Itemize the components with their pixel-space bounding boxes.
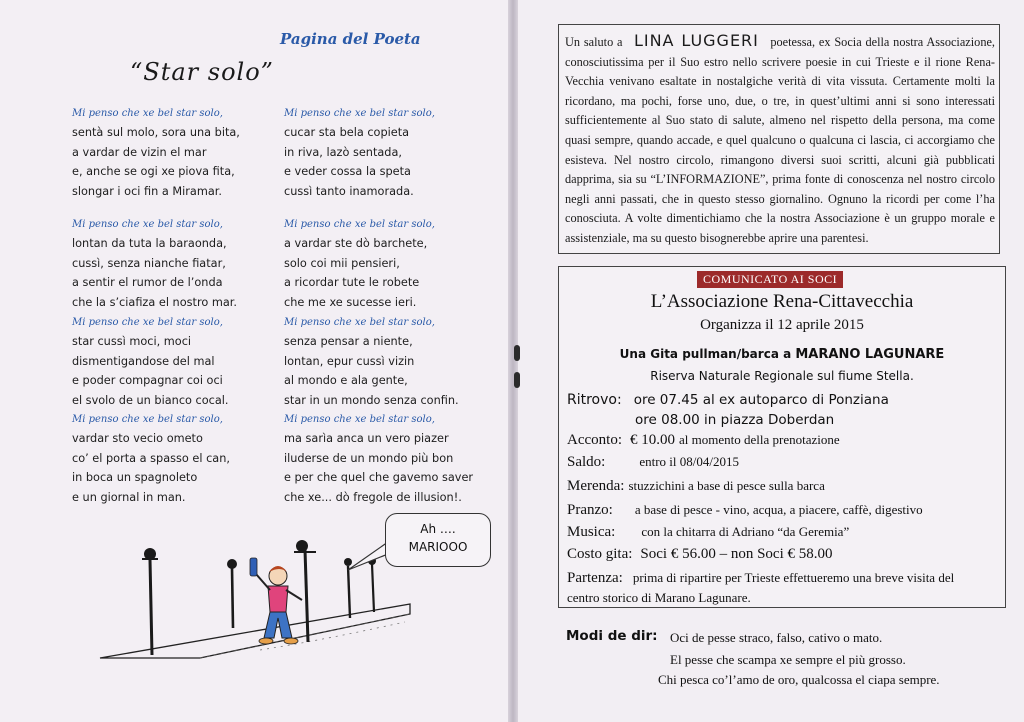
stanza-line: slongar i oci fin a Miramar. — [72, 184, 222, 198]
tribute-line: “L’INFORMAZIONE”, prima fonte di conoscenza nel nostro circolo negli — [565, 172, 995, 206]
partenza-row — [567, 569, 954, 587]
poem-title: “Star solo” — [130, 58, 274, 86]
stanza-line: ma sarìa anca un vero piazer — [284, 432, 449, 445]
acconto-amount: € 10.00 — [629, 432, 675, 448]
stanza-line: che me xe sucesse ieri. — [284, 295, 417, 309]
stanza-line: star cussì moci, moci — [72, 335, 192, 348]
acconto-row — [567, 431, 840, 449]
partenza-label: Partenza: — [567, 570, 623, 586]
stanza-refrain: Mi penso che xe bel star solo, — [72, 414, 223, 425]
stanza-line: star in un mondo senza confin. — [284, 393, 459, 407]
stanza-line: in boca un spagnoleto — [72, 471, 198, 484]
tribute-line: quest’ultimi anni si sono interessati sufficientemente al Suo stato di salute, — [565, 93, 996, 128]
stanza-line: sentà sul molo, sora una bita, — [72, 126, 240, 139]
saying-line: Chi pesca co’l’amo de oro, qualcossa el ciapa sempre. — [658, 672, 940, 687]
stanza-line: iluderse de un mondo più bon — [284, 451, 454, 465]
costo-value: Soci € 56.00 – non Soci € 58.00 — [640, 546, 833, 562]
tribute-line: conosciuta. A volte dimentichiamo che la nostra Associazione è un gruppo — [565, 211, 947, 226]
sayings-label: Modi de dir: — [566, 628, 658, 644]
stanza-refrain: Mi penso che xe bel star solo, — [72, 219, 223, 230]
tribute-line: Trieste e il rione Rena-Vecchia venivano esaltate in nostalgiche verità di vita — [565, 54, 995, 89]
street-lamp — [227, 559, 237, 628]
stanza-line: vardar sto vecio ometo — [72, 432, 203, 445]
stanza — [72, 315, 229, 410]
stanza-line: dismentigandose del mal — [72, 354, 215, 368]
stanza-line: cussì tanto inamorada. — [284, 184, 414, 198]
saldo-value: entro il 08/04/2015 — [639, 454, 740, 469]
stanza-line: al mondo e ala gente, — [284, 374, 408, 387]
stanza-line: cussì, senza nianche fiatar, — [72, 256, 226, 270]
tribute-line: morale e assistenziale, ma su questo bisognerebbe aprire una parentesi. — [565, 211, 995, 245]
costo-row — [567, 545, 833, 563]
notice-date: Organizza il 12 aprile 2015 — [700, 317, 864, 333]
stanza-line: e veder cossa la speta — [284, 165, 411, 178]
street-lamp — [368, 557, 376, 612]
pranzo-row — [567, 501, 923, 519]
stanza — [284, 315, 459, 410]
stanza-line: lontan da tuta la baraonda, — [72, 237, 227, 250]
page-header: Pagina del Poeta — [280, 30, 421, 48]
tribute-name: LINA LUGGERI — [633, 31, 759, 50]
stanza-line: in riva, lazò sentada, — [284, 145, 402, 159]
notice-reserve: Riserva Naturale Regionale sul fiume Stella. — [650, 369, 914, 383]
tribute-line: vissuta. Certamente molti la ricordano, ma pochi, forse uno, due, o tre, in — [565, 74, 996, 108]
partenza-value: centro storico di Marano Lagunare. — [567, 590, 751, 605]
street-lamp — [344, 558, 352, 618]
tribute-box — [558, 24, 1000, 254]
stanza — [72, 412, 230, 507]
stanza-line: e poder compagnar coi oci — [72, 374, 223, 387]
stanza-line: solo coi mii pensieri, — [284, 256, 400, 270]
tribute-line: Associazione, conosciutissima per il Suo estro nello scrivere poesie in cui — [565, 35, 996, 69]
stanza-line: che xe... dò fregole de illusion!. — [284, 490, 462, 504]
trip-destination: MARANO LAGUNARE — [795, 347, 945, 362]
tribute-line: quel qualcuno o qualcuna ci lascia, ci accorgiamo che esisteva. Nel nostro — [565, 132, 995, 167]
speech-line: Ah …. — [420, 522, 456, 536]
saying-line: Oci de pesse straco, falso, cativo o mato. — [670, 630, 883, 645]
partenza-value: prima di ripartire per Trieste effettueremo una breve visita del — [632, 570, 955, 585]
tribute-intro: Un saluto a — [565, 35, 623, 49]
stanza-refrain: Mi penso che xe bel star solo, — [72, 317, 223, 328]
tribute-line: poetessa, ex Socia della nostra — [770, 35, 924, 49]
stanza — [72, 106, 240, 201]
tribute-line: circolo, rimangono diversi suoi scritti, alcuni già pubblicati dapprima, sia su — [565, 152, 995, 187]
staple — [514, 345, 520, 361]
tribute-line: anni passati, che in questo stesso giornalino. Ognuno la ricordi per come l’ha — [594, 191, 996, 206]
ritrovo-label: Ritrovo: — [567, 392, 622, 408]
costo-label: Costo gita: — [567, 546, 633, 562]
trip-prefix: Una Gita pullman/barca a — [619, 347, 792, 361]
notice-association: L’Associazione Rena-Cittavecchia — [650, 291, 914, 312]
stanza-line: e, anche se ogi xe piova fita, — [72, 165, 235, 178]
stanza-line: a vardar de vizin el mar — [72, 145, 207, 159]
ritrovo-row — [567, 391, 889, 409]
pranzo-value: a base di pesce - vino, acqua, a piacere, caffè, digestivo — [634, 502, 923, 517]
stanza-refrain: Mi penso che xe bel star solo, — [284, 108, 435, 119]
merenda-row — [567, 477, 825, 495]
stanza-line: e per che quel che gavemo saver — [284, 471, 474, 484]
speech-line: MARIOOO — [408, 540, 468, 554]
musica-value: con la chitarra di Adriano “da Geremia” — [641, 524, 850, 539]
stanza-line: co’ el porta a spasso el can, — [72, 451, 230, 465]
saldo-label: Saldo: — [567, 454, 606, 470]
stanza — [284, 412, 473, 507]
stanza — [72, 217, 237, 312]
tribute-text — [565, 31, 995, 249]
merenda-label: Merenda: — [567, 478, 625, 494]
ritrovo-value: ore 08.00 in piazza Doberdan — [635, 412, 835, 428]
ritrovo-row-2 — [635, 411, 834, 429]
saldo-row — [567, 453, 739, 471]
notice-trip — [559, 347, 1005, 362]
staple — [514, 372, 520, 388]
acconto-note: al momento della prenotazione — [678, 432, 840, 447]
musica-row — [567, 523, 849, 541]
stanza-line: lontan, epur cussì vizin — [284, 354, 415, 368]
stanza — [284, 217, 435, 312]
stanza-line: e un giornal in man. — [72, 490, 186, 504]
stanza-refrain: Mi penso che xe bel star solo, — [284, 317, 435, 328]
musica-label: Musica: — [567, 524, 616, 540]
acconto-label: Acconto: — [567, 432, 622, 448]
stanza-line: cucar sta bela copieta — [284, 126, 410, 139]
stanza-refrain: Mi penso che xe bel star solo, — [284, 414, 435, 425]
stanza-line: a vardar ste dò barchete, — [284, 237, 428, 250]
stanza — [284, 106, 435, 201]
street-lamp — [142, 548, 158, 655]
stanza-line: a sentir el rumor de l’onda — [72, 276, 223, 289]
stanza-line: a ricordar tute le robete — [284, 276, 420, 289]
tribute-line: almeno nel rispetto della persona, ma come quasi sempre, quando accade, e — [565, 113, 995, 147]
saying-line: El pesse che scampa xe sempre el più grosso. — [670, 652, 906, 667]
stanza-line: senza pensar a niente, — [284, 335, 413, 348]
stanza-refrain: Mi penso che xe bel star solo, — [72, 108, 223, 119]
merenda-value: stuzzichini a base di pesce sulla barca — [628, 478, 825, 493]
pranzo-label: Pranzo: — [567, 502, 613, 518]
street-lamp — [294, 540, 316, 642]
speech-bubble — [385, 513, 491, 567]
stanza-line: che la s’ciafiza el nostro mar. — [72, 295, 237, 309]
stanza-line: el svolo de un bianco cocal. — [72, 393, 229, 407]
partenza-row-2 — [567, 589, 751, 607]
notice-box — [558, 266, 1006, 608]
notice-badge: COMUNICATO AI SOCI — [697, 271, 843, 288]
ritrovo-value: ore 07.45 al ex autoparco di Ponziana — [633, 392, 889, 408]
stanza-refrain: Mi penso che xe bel star solo, — [284, 219, 435, 230]
